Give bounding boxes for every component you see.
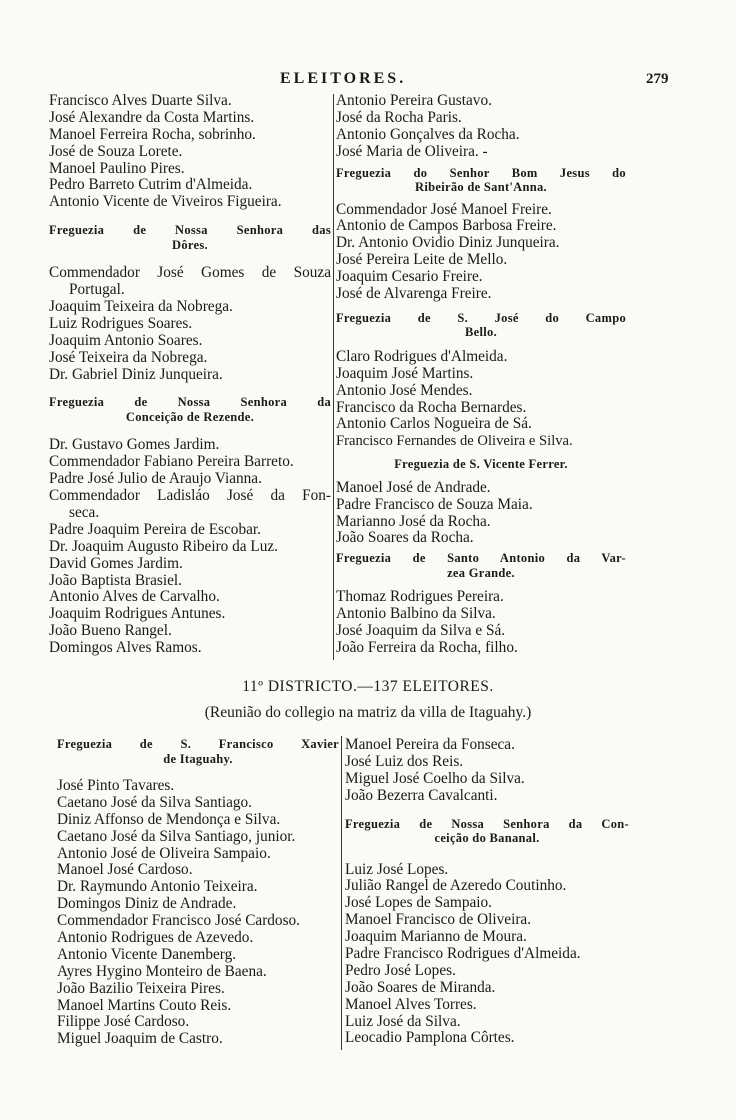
elector-entry: Dr. Gabriel Diniz Junqueira.	[49, 365, 223, 383]
elector-entry: Antonio Vicente de Viveiros Figueira.	[49, 193, 282, 211]
elector-entry: João Bazilio Teixeira Pires.	[57, 979, 225, 997]
elector-entry: José Lopes de Sampaio.	[345, 894, 492, 912]
elector-entry: Luiz Rodrigues Soares.	[49, 314, 193, 332]
elector-entry: Manoel José Cardoso.	[57, 861, 193, 879]
elector-entry: Commendador Francisco José Cardoso.	[57, 912, 301, 930]
elector-entry: Commendador José Gomes de Souza	[49, 264, 331, 282]
elector-entry: Dr. Antonio Ovidio Diniz Junqueira.	[336, 234, 560, 252]
elector-entry: Manoel José de Andrade.	[336, 478, 491, 496]
parish-heading-bom-jesus: Freguezia do Senhor Bom Jesus do Ribeirão de Sant'Anna.	[336, 165, 626, 195]
bottom-right-column	[345, 737, 629, 1047]
elector-entry: Miguel José Coelho da Silva.	[345, 769, 525, 787]
elector-entry: João Baptista Brasiel.	[49, 571, 182, 589]
parish-heading-vicente-ferrer: Freguezia de S. Vicente Ferrer.	[394, 457, 568, 472]
elector-entry: Joaquim Rodrigues Antunes.	[49, 605, 226, 623]
elector-entry: José de Souza Lorete.	[49, 142, 183, 160]
elector-entry: Antonio José de Oliveira Sampaio.	[57, 844, 271, 862]
elector-entry: Commendador José Manoel Freire.	[336, 200, 552, 218]
elector-entry: Joaquim Marianno de Moura.	[345, 928, 527, 946]
elector-entry: Antonio José Mendes.	[336, 381, 473, 399]
elector-entry: José Alexandre da Costa Martins.	[49, 108, 255, 126]
elector-entry: Antonio Carlos Nogueira de Sá.	[336, 415, 532, 433]
parish-heading-campo-bello: Freguezia de S. José do Campo Bello.	[336, 310, 626, 340]
elector-entry: Antonio Alves de Carvalho.	[49, 588, 220, 606]
elector-entry: Dr. Joaquim Augusto Ribeiro da Luz.	[49, 537, 279, 555]
elector-entry: Commendador Ladisláo José da Fon-	[49, 487, 331, 505]
elector-entry: Miguel Joaquim de Castro.	[57, 1030, 223, 1048]
district-meeting-note: (Reunião do collegio na matriz da villa de Itaguahy.)	[204, 704, 532, 721]
elector-entry: David Gomes Jardim.	[49, 554, 183, 572]
running-head	[0, 70, 736, 90]
elector-entry: Antonio Vicente Danemberg.	[57, 945, 237, 963]
elector-entry: Padre Joaquim Pereira de Escobar.	[49, 520, 261, 538]
elector-entry: José Luiz dos Reis.	[345, 752, 464, 770]
elector-entry: Padre José Julio de Araujo Vianna.	[49, 470, 262, 488]
elector-entry: Joaquim José Martins.	[336, 364, 474, 382]
elector-entry: José da Rocha Paris.	[336, 108, 462, 126]
running-title: ELEITORES.	[280, 70, 407, 87]
elector-entry: João Bezerra Cavalcanti.	[345, 786, 498, 804]
elector-entry: Joaquim Cesario Freire.	[336, 268, 483, 286]
elector-entry: Commendador Fabiano Pereira Barreto.	[49, 453, 294, 471]
elector-entry: Claro Rodrigues d'Almeida.	[336, 347, 508, 365]
elector-entry-continuation: Portugal.	[69, 281, 125, 299]
parish-heading-dores: Freguezia de Nossa Senhora das Dôres.	[49, 223, 331, 252]
elector-entry: Joaquim Antonio Soares.	[49, 331, 203, 349]
elector-entry: José Pereira Leite de Mello.	[336, 251, 508, 269]
elector-entry: Leocadio Pamplona Côrtes.	[345, 1029, 515, 1047]
top-right-column	[336, 93, 626, 657]
elector-entry: Dr. Gustavo Gomes Jardim.	[49, 436, 220, 454]
elector-entry: Manoel Alves Torres.	[345, 995, 477, 1013]
parish-heading-bananal: Freguezia de Nossa Senhora da Con- ceição do Bananal.	[345, 816, 629, 846]
elector-entry: José Maria de Oliveira. -	[336, 142, 488, 160]
elector-entry: José Pinto Tavares.	[57, 777, 175, 794]
top-left-column	[49, 93, 331, 657]
elector-entry: Domingos Alves Ramos.	[49, 639, 202, 657]
column-rule-bottom	[341, 736, 342, 1050]
elector-entry: Luiz José da Silva.	[345, 1012, 461, 1030]
parish-heading-santo-antonio: Freguezia de Santo Antonio da Var- zea Grande.	[336, 551, 626, 580]
elector-entry: Caetano José da Silva Santiago, junior.	[57, 827, 296, 845]
elector-entry: Antonio Pereira Gustavo.	[336, 92, 492, 109]
elector-entry: João Bueno Rangel.	[49, 622, 172, 640]
elector-entry: Domingos Diniz de Andrade.	[57, 895, 237, 913]
elector-entry: Julião Rangel de Azeredo Coutinho.	[345, 877, 567, 895]
elector-entry: João Ferreira da Rocha, filho.	[336, 638, 518, 656]
column-rule-top	[333, 94, 334, 660]
elector-entry: Ayres Hygino Monteiro de Baena.	[57, 962, 267, 980]
elector-entry: Padre Francisco Rodrigues d'Almeida.	[345, 945, 581, 963]
elector-entry: Manoel Paulino Pires.	[49, 159, 185, 177]
elector-entry: Filippe José Cardoso.	[57, 1013, 190, 1031]
elector-entry: Manoel Ferreira Rocha, sobrinho.	[49, 125, 256, 143]
district-heading: 11º DISTRICTO.—137 ELEITORES.	[242, 678, 494, 695]
elector-entry: Thomaz Rodrigues Pereira.	[336, 588, 504, 606]
elector-entry: Diniz Affonso de Mendonça e Silva.	[57, 810, 281, 828]
elector-entry: Dr. Raymundo Antonio Teixeira.	[57, 878, 258, 896]
elector-entry: Manoel Francisco de Oliveira.	[345, 911, 532, 929]
elector-entry: Marianno José da Rocha.	[336, 512, 491, 530]
elector-entry: Francisco Alves Duarte Silva.	[49, 92, 232, 109]
elector-entry: Caetano José da Silva Santiago.	[57, 793, 252, 811]
elector-entry: Antonio Balbino da Silva.	[336, 605, 496, 623]
elector-entry: José Joaquim da Silva e Sá.	[336, 622, 506, 640]
elector-entry: João Soares de Miranda.	[345, 978, 496, 996]
elector-entry: João Soares da Rocha.	[336, 529, 474, 547]
elector-entry: Pedro Barreto Cutrim d'Almeida.	[49, 176, 253, 194]
bottom-left-column	[57, 737, 339, 1048]
parish-heading-rezende: Freguezia de Nossa Senhora da Conceição de Rezende.	[49, 395, 331, 424]
parish-heading-xavier: Freguezia de S. Francisco Xavier de Itaguahy.	[57, 737, 339, 766]
elector-entry: Pedro José Lopes.	[345, 961, 456, 979]
elector-entry: Antonio de Campos Barbosa Freire.	[336, 217, 557, 235]
elector-entry: Padre Francisco de Souza Maia.	[336, 495, 533, 513]
elector-entry: Joaquim Teixeira da Nobrega.	[49, 298, 233, 316]
elector-entry: Antonio Rodrigues de Azevedo.	[57, 929, 254, 947]
elector-entry: José de Alvarenga Freire.	[336, 285, 492, 303]
elector-entry: Antonio Gonçalves da Rocha.	[336, 125, 520, 143]
elector-entry: Francisco Fernandes de Oliveira e Silva.	[336, 433, 573, 450]
elector-entry: Manoel Pereira da Fonseca.	[345, 736, 515, 753]
elector-entry-continuation: seca.	[69, 504, 100, 522]
elector-entry: Manoel Martins Couto Reis.	[57, 996, 232, 1014]
elector-entry: Luiz José Lopes.	[345, 860, 449, 878]
page-number: 279	[646, 71, 669, 87]
elector-entry: José Teixeira da Nobrega.	[49, 348, 208, 366]
elector-entry: Francisco da Rocha Bernardes.	[336, 398, 527, 416]
